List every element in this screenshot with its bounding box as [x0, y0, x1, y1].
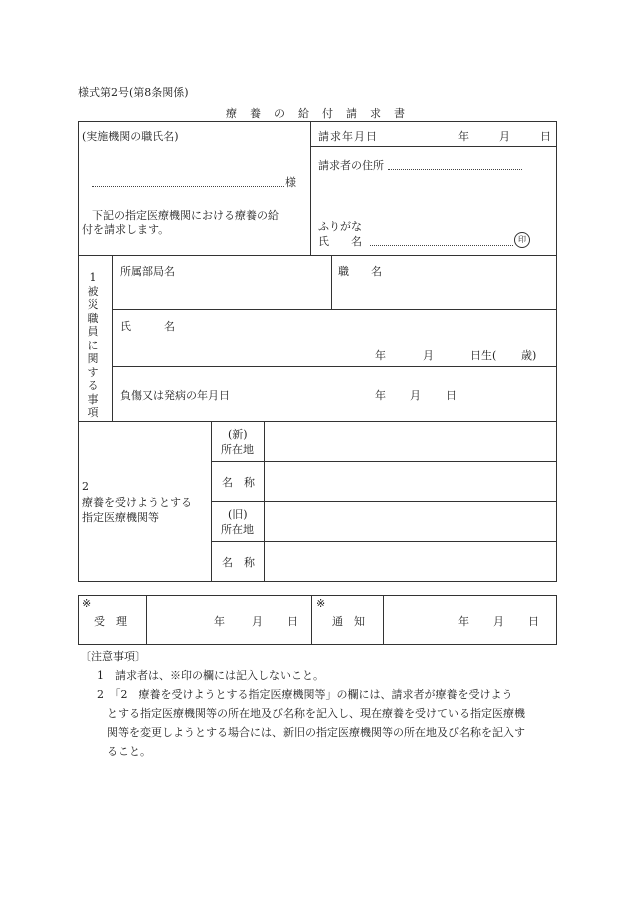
employee-name-label: 氏 名 [120, 320, 175, 333]
request-date-year: 年 [458, 130, 469, 143]
note-item-1: 1 請求者は、※印の欄には記入しないこと。 [97, 669, 324, 682]
form-number: 様式第2号(第8条関係) [78, 86, 189, 99]
page-title: 療 養 の 給 付 請 求 書 [226, 107, 406, 120]
section2-heading-line2: 指定医療機関等 [82, 511, 159, 524]
injury-year: 年 [375, 389, 386, 402]
position-label: 職 名 [338, 265, 382, 278]
request-text-line1: 下記の指定医療機関における療養の給 [92, 209, 279, 222]
request-text-line2: 付を請求します。 [82, 223, 170, 236]
office-mark-1: ※ [82, 597, 92, 610]
birth-day: 日生( [470, 349, 497, 362]
new-name-label: 名 称 [222, 476, 255, 489]
seal-mark: 印 [514, 232, 530, 248]
new-tag: (新) [228, 428, 248, 441]
addressee-name-field[interactable] [92, 186, 284, 187]
receipt-label: 受 理 [94, 615, 127, 628]
furigana-label: ふりがな [318, 220, 362, 233]
honorific: 様 [285, 176, 296, 189]
section2-number: 2 [82, 480, 89, 493]
office-mark-2: ※ [316, 597, 326, 610]
old-tag: (旧) [228, 508, 248, 521]
injury-month: 月 [410, 389, 421, 402]
dept-label: 所属部局名 [120, 265, 175, 278]
claimant-address-label: 請求者の住所 [318, 159, 384, 172]
age: 歳) [521, 349, 537, 362]
receipt-day: 日 [287, 615, 298, 628]
claimant-address-field[interactable] [388, 169, 522, 170]
injury-day: 日 [446, 389, 457, 402]
notes-heading: 〔注意事項〕 [80, 650, 146, 663]
note-item-2-line3: 関等を変更しようとする場合には、新旧の指定医療機関等の所在地及び名称を記入す [107, 726, 525, 739]
section1-heading: 1 被 災 職 員 に 関 す る 事 項 [87, 271, 99, 419]
request-date-month: 月 [499, 130, 510, 143]
request-date-day: 日 [540, 130, 551, 143]
receipt-year: 年 [214, 615, 225, 628]
section2-heading-line1: 療養を受けようとする [82, 496, 192, 509]
note-item-2-line4: ること。 [107, 745, 151, 758]
birth-month: 月 [423, 349, 434, 362]
addressee-label: (実施機関の職氏名) [82, 130, 179, 143]
receipt-month: 月 [252, 615, 263, 628]
old-name-label: 名 称 [222, 556, 255, 569]
new-location-label: 所在地 [221, 443, 254, 456]
birth-year: 年 [375, 349, 386, 362]
notice-label: 通 知 [332, 615, 365, 628]
old-location-label: 所在地 [221, 523, 254, 536]
injury-date-label: 負傷又は発病の年月日 [120, 389, 230, 402]
claimant-name-field[interactable] [370, 245, 513, 246]
notice-month: 月 [493, 615, 504, 628]
note-item-2-line1: 2 「2 療養を受けようとする指定医療機関等」の欄には、請求者が療養を受けよう [97, 688, 513, 701]
request-date-label: 請求年月日 [318, 130, 378, 143]
notice-year: 年 [458, 615, 469, 628]
note-item-2-line2: とする指定医療機関等の所在地及び名称を記入し、現在療養を受けている指定医療機 [107, 707, 525, 720]
notice-day: 日 [528, 615, 539, 628]
claimant-name-label: 氏 名 [318, 235, 362, 248]
